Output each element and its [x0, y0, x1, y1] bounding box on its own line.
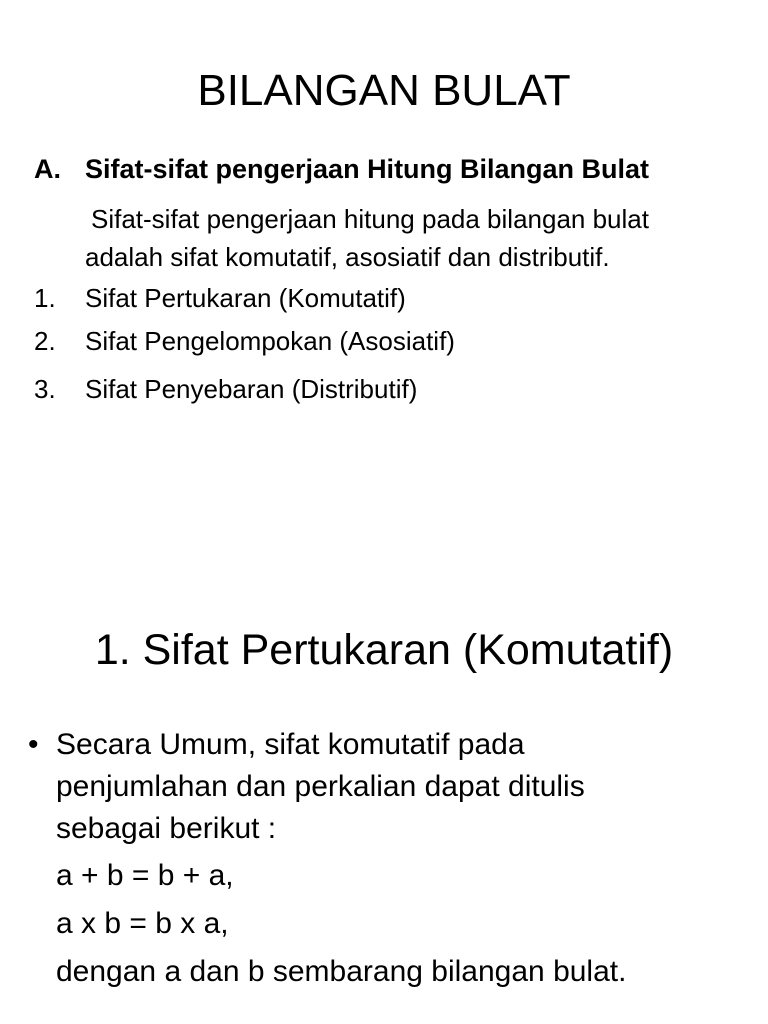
intro-line: adalah sifat komutatif, asosiatif dan distributif.	[85, 242, 610, 272]
intro-paragraph	[85, 200, 755, 276]
bullet-line: penjumlahan dan perkalian dapat ditulis	[56, 770, 585, 803]
list-item-number: 1.	[34, 283, 56, 313]
list-item-number: 2.	[34, 326, 56, 356]
list-item-number: 3.	[34, 374, 56, 404]
list-item-text: Sifat Pertukaran (Komutatif)	[85, 283, 406, 313]
section-heading	[34, 152, 649, 186]
list-item-asosiatif	[34, 324, 455, 358]
slide-title: 1. Sifat Pertukaran (Komutatif)	[94, 626, 674, 674]
list-item-text: Sifat Penyebaran (Distributif)	[85, 374, 418, 404]
section-heading-text: Sifat-sifat pengerjaan Hitung Bilangan Bulat	[85, 154, 650, 184]
bullet-body	[56, 724, 748, 850]
section-marker: A.	[34, 154, 61, 184]
slide-sifat-pertukaran	[0, 512, 768, 1024]
slide-title: BILANGAN BULAT	[197, 66, 571, 115]
list-item-distributif	[34, 372, 417, 406]
intro-line: Sifat-sifat pengerjaan hitung pada bilangan bulat	[91, 204, 649, 234]
list-item-text: Sifat Pengelompokan (Asosiatif)	[85, 326, 455, 356]
bullet-line: sebagai berikut :	[56, 812, 277, 845]
bullet-line: Secara Umum, sifat komutatif pada	[56, 728, 525, 761]
list-item-komutatif	[34, 281, 406, 315]
bullet-icon: •	[28, 728, 39, 761]
formula-addition: a + b = b + a,	[56, 859, 234, 892]
formula-note: dengan a dan b sembarang bilangan bulat.	[56, 955, 627, 988]
bullet-paragraph	[28, 724, 748, 850]
formula-multiplication: a x b = b x a,	[56, 907, 229, 940]
